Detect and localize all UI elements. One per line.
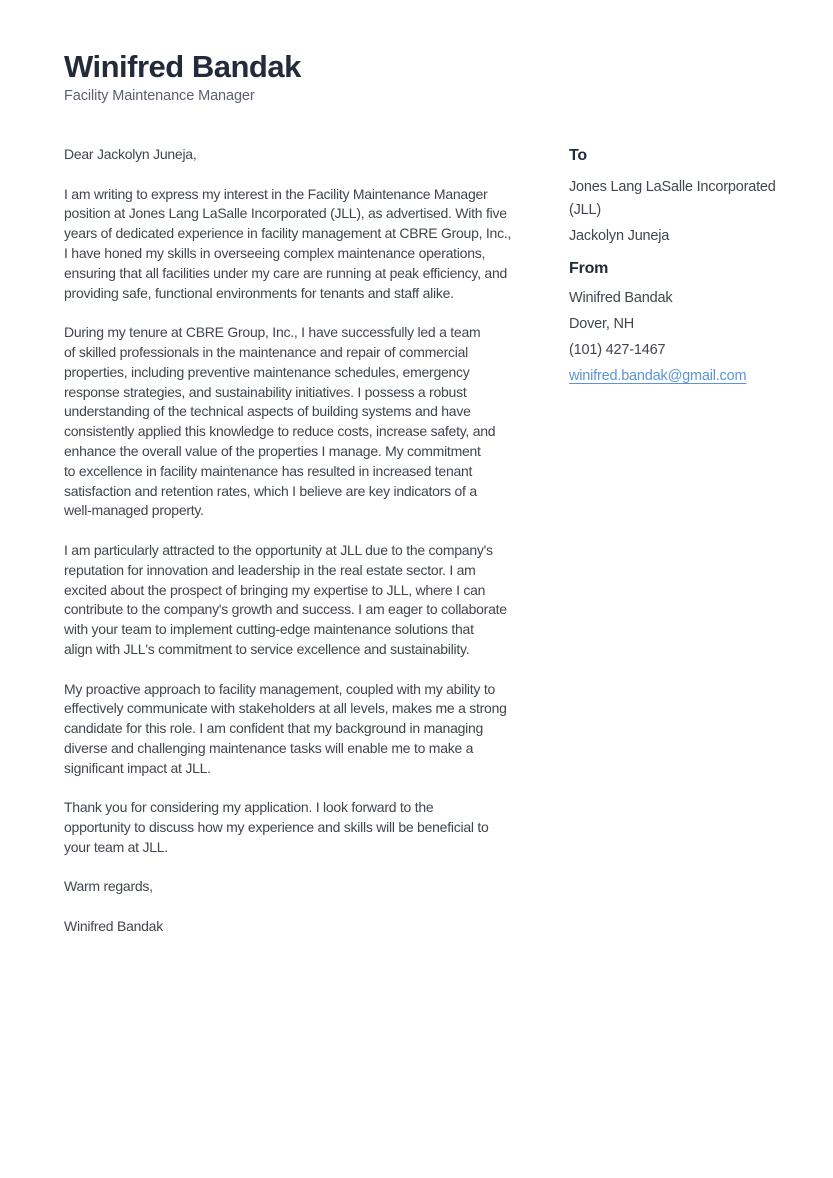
body-paragraph-3: I am particularly attracted to the opportunity at JLL due to the company's reputation for innovation and leadership in the real estate sector. I am excited about the prospect of bringing my expertise to JLL, where I can contribute to the company's growth and success. I am eager to collaborate with your team to implement cutting-edge maintenance solutions that align with JLL's commitment to service excellence and sustainability.	[64, 541, 507, 657]
to-company: Jones Lang LaSalle Incorporated (JLL)	[569, 179, 776, 218]
applicant-name: Winifred Bandak	[64, 49, 301, 84]
from-email-link[interactable]: winifred.bandak@gmail.com	[569, 368, 747, 384]
letter-header	[64, 49, 524, 105]
letter-body	[64, 145, 569, 957]
to-section	[569, 145, 779, 248]
signature: Winifred Bandak	[64, 918, 163, 935]
from-section	[569, 258, 779, 388]
applicant-job-title: Facility Maintenance Manager	[64, 88, 255, 104]
to-recipient: Jackolyn Juneja	[569, 228, 670, 244]
body-paragraph-1: I am writing to express my interest in the Facility Maintenance Manager position at Jones Lang LaSalle Incorporated (JLL), as advertised. With five years of dedicated experience in facility management at CBRE Group, Inc., I have honed my skills in overseeing complex maintenance operations, ensuring that all facilities under my care are running at peak efficiency, and providing safe, functional environments for tenants and staff alike.	[64, 185, 512, 301]
from-heading: From	[569, 260, 609, 277]
body-paragraph-4: My proactive approach to facility management, coupled with my ability to effectively communicate with stakeholders at all levels, makes me a strong candidate for this role. I am confident that my background in managing diverse and challenging maintenance tasks will enable me to make a significant impact at JLL.	[64, 680, 507, 776]
from-phone: (101) 427-1467	[569, 342, 666, 358]
from-location: Dover, NH	[569, 316, 635, 332]
to-heading: To	[569, 147, 587, 164]
body-paragraph-2: During my tenure at CBRE Group, Inc., I have successfully led a team of skilled professionals in the maintenance and repair of commercial properties, including preventive maintenance schedules, emergency response strategies, and sustainability initiatives. I possess a robust understanding of the technical aspects of building systems and have consistently applied this knowledge to reduce costs, increase safety, and enhance the overall value of the properties I manage. My commitment to excellence in facility maintenance has resulted in increased tenant satisfaction and retention rates, which I believe are key indicators of a well-managed property.	[64, 324, 496, 519]
contact-sidebar	[569, 145, 779, 391]
salutation: Dear Jackolyn Juneja,	[64, 146, 197, 162]
from-name: Winifred Bandak	[569, 290, 673, 306]
closing: Warm regards,	[64, 878, 153, 895]
body-paragraph-5: Thank you for considering my application. I look forward to the opportunity to discuss how my experience and skills will be beneficial to your team at JLL.	[64, 799, 489, 855]
